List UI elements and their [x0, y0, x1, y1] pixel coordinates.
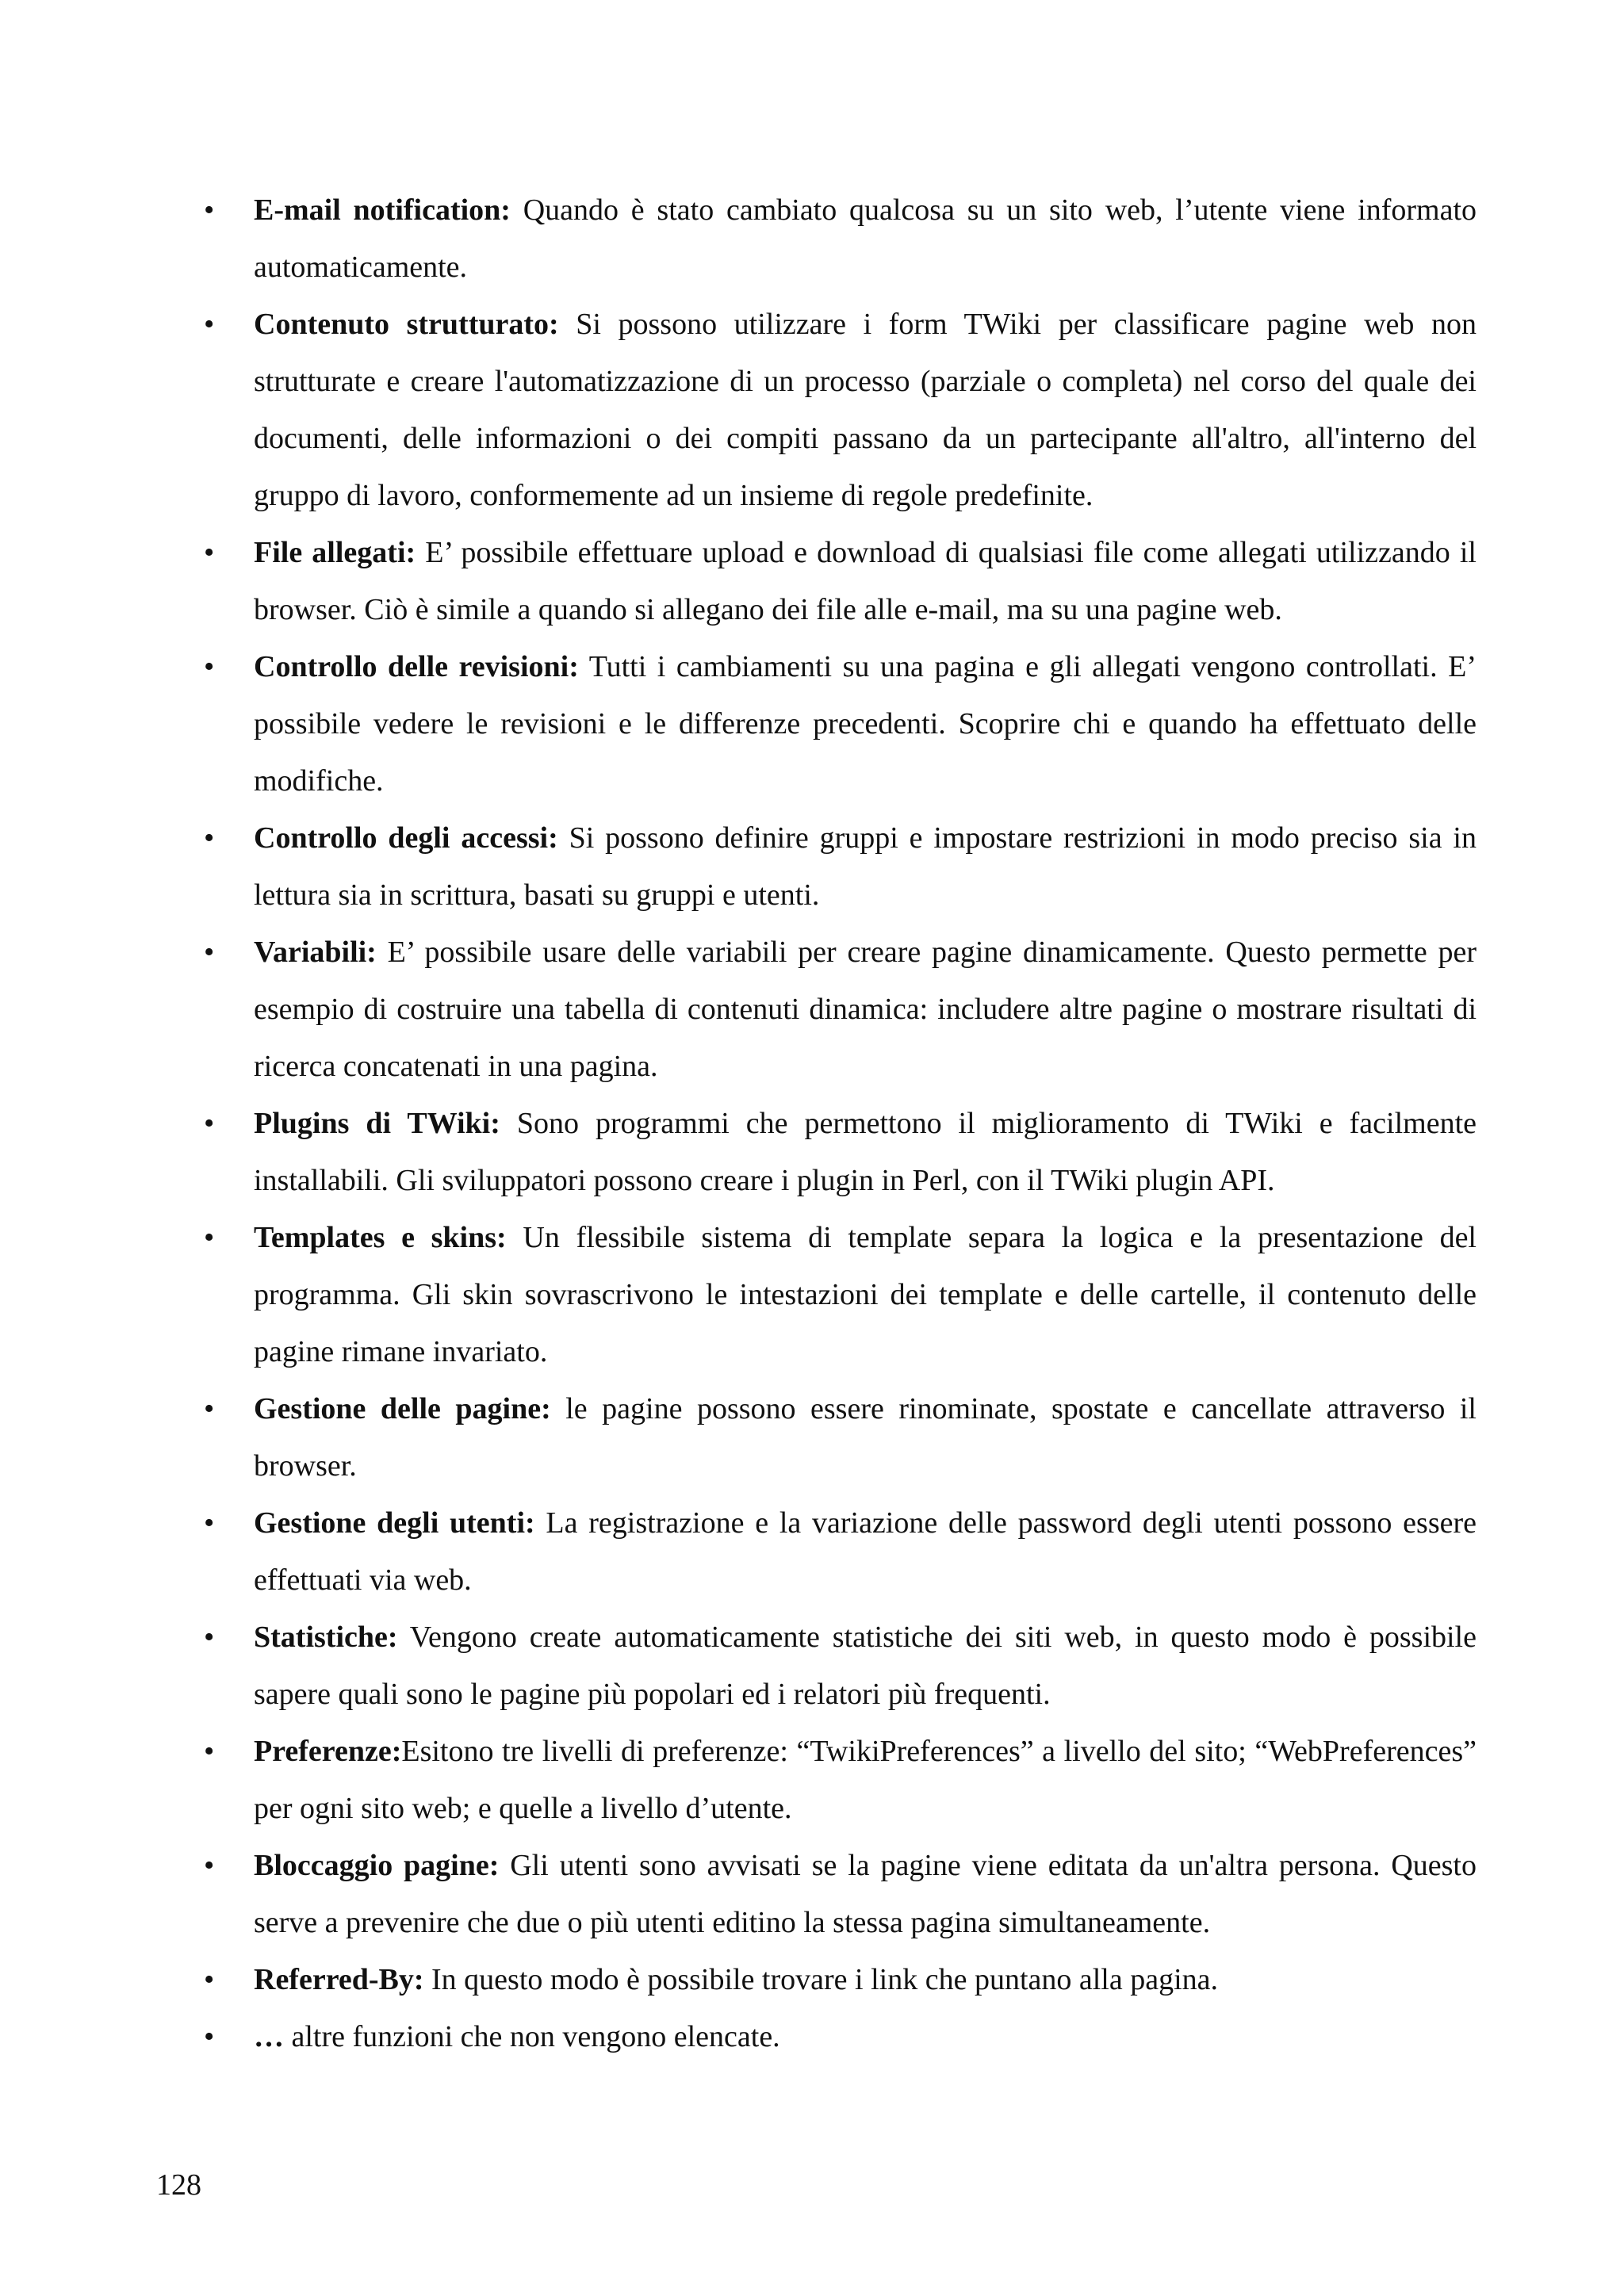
list-item [0, 1951, 1477, 2008]
bullet-icon: • [204, 1392, 215, 1425]
list-item [0, 638, 1477, 809]
page-number: 128 [156, 2168, 201, 2202]
list-item [0, 524, 1477, 638]
item-term: Contenuto strutturato: [254, 308, 559, 341]
item-text: E’ possibile effettuare upload e download di qualsiasi file come allegati utilizzando il browser. Ciò è simile a quando si allegano dei file alle e-mail, ma su una pagine web. [254, 536, 1477, 626]
list-item [0, 296, 1477, 524]
item-term: E-mail notification: [254, 193, 511, 227]
bullet-icon: • [204, 193, 215, 227]
item-text: Tutti i cambiamenti su una pagina e gli allegati vengono controllati. E’ possibile vedere le revisioni e le differenze precedenti. Scoprire chi e quando ha effettuato delle modifiche. [254, 650, 1477, 798]
item-term: Bloccaggio pagine: [254, 1849, 500, 1882]
item-text: Gli utenti sono avvisati se la pagine viene editata da un'altra persona. Questo serve a prevenire che due o più utenti editino la stessa pagina simultaneamente. [254, 1849, 1477, 1939]
item-text: In questo modo è possibile trovare i link che puntano alla pagina. [423, 1963, 1219, 1996]
list-item [0, 1494, 1477, 1609]
list-item [0, 809, 1477, 924]
item-text: Sono programmi che permettono il miglioramento di TWiki e facilmente installabili. Gli sviluppatori possono creare i plugin in Perl, con il TWiki plugin API. [254, 1107, 1477, 1197]
item-term: Gestione delle pagine: [254, 1392, 551, 1425]
bullet-icon: • [204, 1963, 215, 1996]
item-term: Templates e skins: [254, 1221, 507, 1254]
bullet-icon: • [204, 308, 215, 341]
bullet-icon: • [204, 1107, 215, 1140]
list-item [0, 1723, 1477, 1837]
item-term: … [254, 2020, 284, 2053]
bullet-icon: • [204, 1735, 215, 1768]
item-text: altre funzioni che non vengono elencate. [284, 2020, 780, 2053]
bullet-icon: • [204, 936, 215, 969]
bullet-icon: • [204, 1849, 215, 1882]
item-term: File allegati: [254, 536, 416, 569]
bullet-icon: • [204, 821, 215, 855]
list-item [0, 1380, 1477, 1494]
bullet-icon: • [204, 2020, 215, 2053]
list-item [0, 2008, 1477, 2065]
list-item [0, 1609, 1477, 1723]
bullet-icon: • [204, 1621, 215, 1654]
item-term: Plugins di TWiki: [254, 1107, 500, 1140]
item-term: Preferenze: [254, 1735, 402, 1768]
item-text: La registrazione e la variazione delle password degli utenti possono essere effettuati via web. [254, 1506, 1477, 1597]
bullet-icon: • [204, 650, 215, 683]
list-item [0, 1837, 1477, 1951]
item-text: Vengono create automaticamente statistiche dei siti web, in questo modo è possibile sapere quali sono le pagine più popolari ed i relatori più frequenti. [254, 1621, 1477, 1711]
page-content [0, 182, 1624, 2065]
bullet-icon: • [204, 1506, 215, 1540]
item-text: le pagine possono essere rinominate, spostate e cancellate attraverso il browser. [254, 1392, 1477, 1483]
item-text: Un flessibile sistema di template separa la logica e la presentazione del programma. Gli skin sovrascrivono le intestazioni dei template e delle cartelle, il contenuto delle pagine rimane invariato. [254, 1221, 1477, 1368]
feature-list [0, 182, 1624, 2065]
item-term: Gestione degli utenti: [254, 1506, 535, 1540]
item-term: Statistiche: [254, 1621, 398, 1654]
item-text: Si possono utilizzare i form TWiki per classificare pagine web non strutturate e creare l'automatizzazione di un processo (parziale o completa) nel corso del quale dei documenti, delle informazioni o dei compiti passano da un partecipante all'altro, all'interno del gruppo di lavoro, conformemente ad un insieme di regole predefinite. [254, 308, 1477, 512]
list-item [0, 924, 1477, 1095]
bullet-icon: • [204, 536, 215, 569]
list-item [0, 182, 1477, 296]
item-term: Controllo degli accessi: [254, 821, 558, 855]
bullet-icon: • [204, 1221, 215, 1254]
item-term: Referred-By: [254, 1963, 424, 1996]
item-text: Esitono tre livelli di preferenze: “TwikiPreferences” a livello del sito; “WebPreferences” per ogni sito web; e quelle a livello d’utente. [254, 1735, 1477, 1825]
item-text: Quando è stato cambiato qualcosa su un sito web, l’utente viene informato automaticamente. [254, 193, 1477, 284]
list-item [0, 1209, 1477, 1380]
item-term: Variabili: [254, 936, 377, 969]
item-text: Si possono definire gruppi e impostare restrizioni in modo preciso sia in lettura sia in scrittura, basati su gruppi e utenti. [254, 821, 1477, 912]
list-item [0, 1095, 1477, 1209]
item-term: Controllo delle revisioni: [254, 650, 579, 683]
item-text: E’ possibile usare delle variabili per creare pagine dinamicamente. Questo permette per esempio di costruire una tabella di contenuti dinamica: includere altre pagine o mostrare risultati di ricerca concatenati in una pagina. [254, 936, 1477, 1083]
